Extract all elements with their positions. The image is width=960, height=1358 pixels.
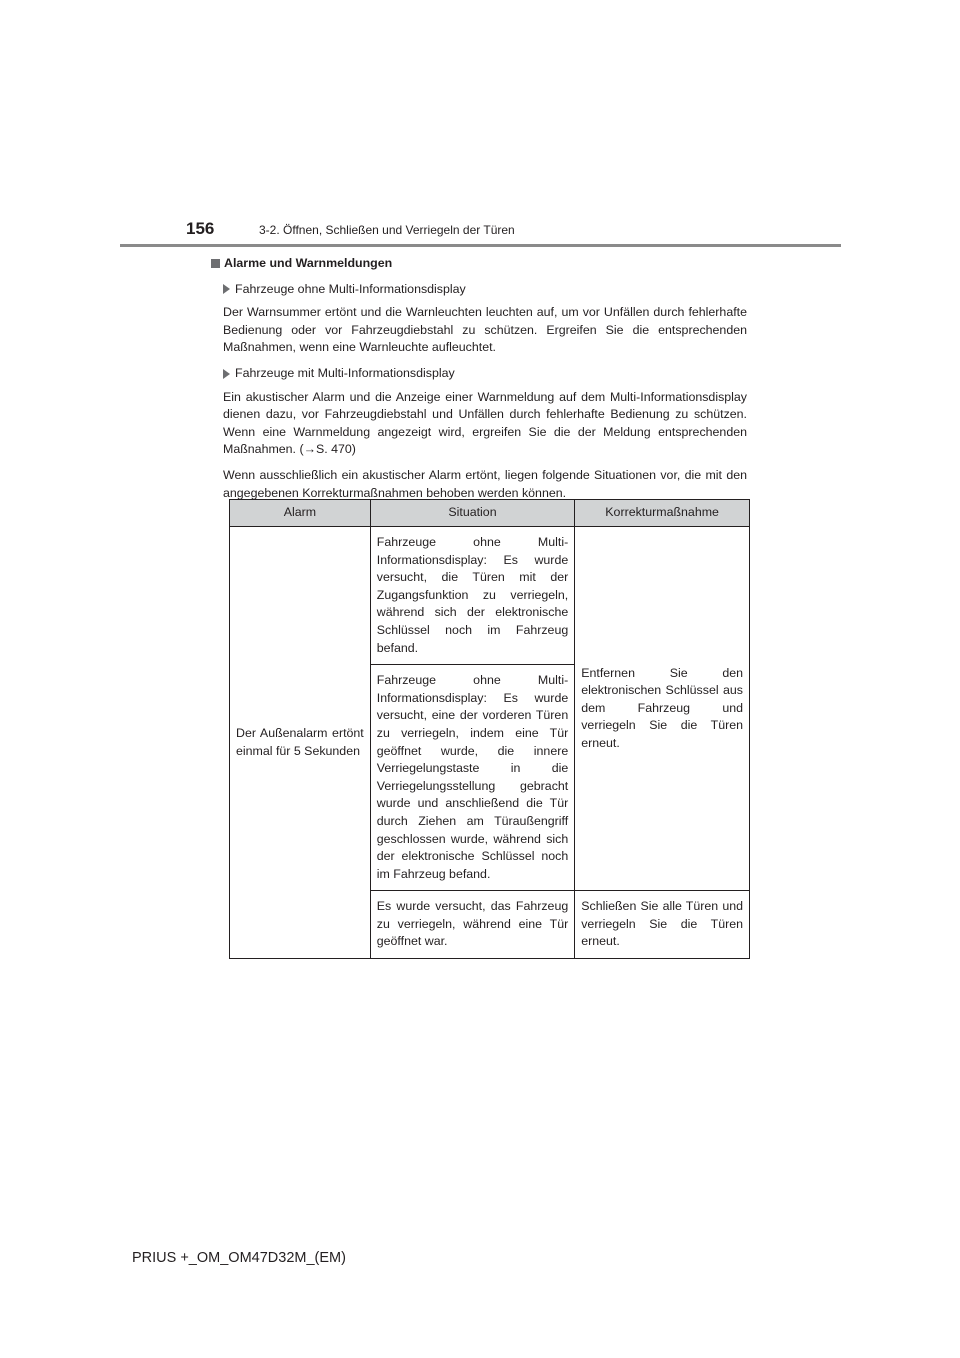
cell-alarm: Der Außenalarm ertönt einmal für 5 Sekunden bbox=[230, 527, 371, 959]
sub-heading-text: Fahrzeuge ohne Multi-Informationsdisplay bbox=[235, 281, 466, 296]
sub-heading-without-display bbox=[223, 281, 747, 299]
sub-heading-with-display bbox=[223, 365, 747, 383]
cell-situation-1: Fahrzeuge ohne Multi-Informationsdisplay: Es wurde versucht, die Türen mit der Zugangsfunktion zu verriegeln, während sich der elektronische Schlüssel noch im Fahrzeug befand. bbox=[370, 527, 574, 665]
cell-correction-1: Entfernen Sie den elektronischen Schlüssel aus dem Fahrzeug und verriegeln Sie die Türen erneut. bbox=[575, 527, 750, 891]
section-heading bbox=[211, 255, 747, 273]
triangle-bullet-icon bbox=[223, 369, 230, 379]
table-row bbox=[230, 527, 750, 665]
cell-correction-3: Schließen Sie alle Türen und verriegeln Sie die Türen erneut. bbox=[575, 891, 750, 959]
table-header-row bbox=[230, 500, 750, 527]
alarm-table bbox=[229, 499, 750, 959]
section-content bbox=[211, 255, 747, 510]
cell-situation-3: Es wurde versucht, das Fahrzeug zu verriegeln, während eine Tür geöffnet war. bbox=[370, 891, 574, 959]
square-bullet-icon bbox=[211, 259, 220, 268]
sub-heading-text: Fahrzeuge mit Multi-Informationsdisplay bbox=[235, 365, 455, 380]
chapter-title: 3-2. Öffnen, Schließen und Verriegeln der Türen bbox=[259, 223, 515, 237]
paragraph-without-display: Der Warnsummer ertönt und die Warnleuchten leuchten auf, um vor Unfällen durch fehlerhafte Bedienung oder vor Fahrzeugdiebstahl zu schützen. Ergreifen Sie die entsprechenden Maßnahmen, wenn eine Warnleuchte aufleuchtet. bbox=[223, 305, 747, 355]
section-heading-text: Alarme und Warnmeldungen bbox=[224, 256, 393, 270]
cell-situation-2: Fahrzeuge ohne Multi-Informationsdisplay: Es wurde versucht, eine der vorderen Türen zu verriegeln, indem eine Tür geöffnet wurde, die innere Verriegelungstaste in die Verriegelungsstellung gebracht wurde und anschließend die Tür durch Ziehen am Türaußengriff geschlossen wurde, während sich der elektronische Schlüssel noch im Fahrzeug befand. bbox=[370, 665, 574, 891]
header-alarm: Alarm bbox=[230, 500, 371, 527]
header-situation: Situation bbox=[370, 500, 574, 527]
header-divider bbox=[120, 244, 841, 247]
paragraph-acoustic-alarm: Wenn ausschließlich ein akustischer Alarm ertönt, liegen folgende Situationen vor, die mit den angegebenen Korrekturmaßnahmen behoben werden können. bbox=[223, 467, 747, 500]
document-code: PRIUS +_OM_OM47D32M_(EM) bbox=[132, 1250, 346, 1266]
paragraph-with-display: Ein akustischer Alarm und die Anzeige einer Warnmeldung auf dem Multi-Informationsdisplay dienen dazu, vor Fahrzeugdiebstahl und Unfällen durch fehlerhafte Bedienung zu schützen. Wenn eine Warnmeldung angezeigt wird, ergreifen Sie die der Meldung entsprechenden Maßnahmen. (→S. 470) bbox=[223, 389, 747, 457]
page-number: 156 bbox=[186, 219, 215, 238]
header-correction: Korrekturmaßnahme bbox=[575, 500, 750, 527]
triangle-bullet-icon bbox=[223, 284, 230, 294]
